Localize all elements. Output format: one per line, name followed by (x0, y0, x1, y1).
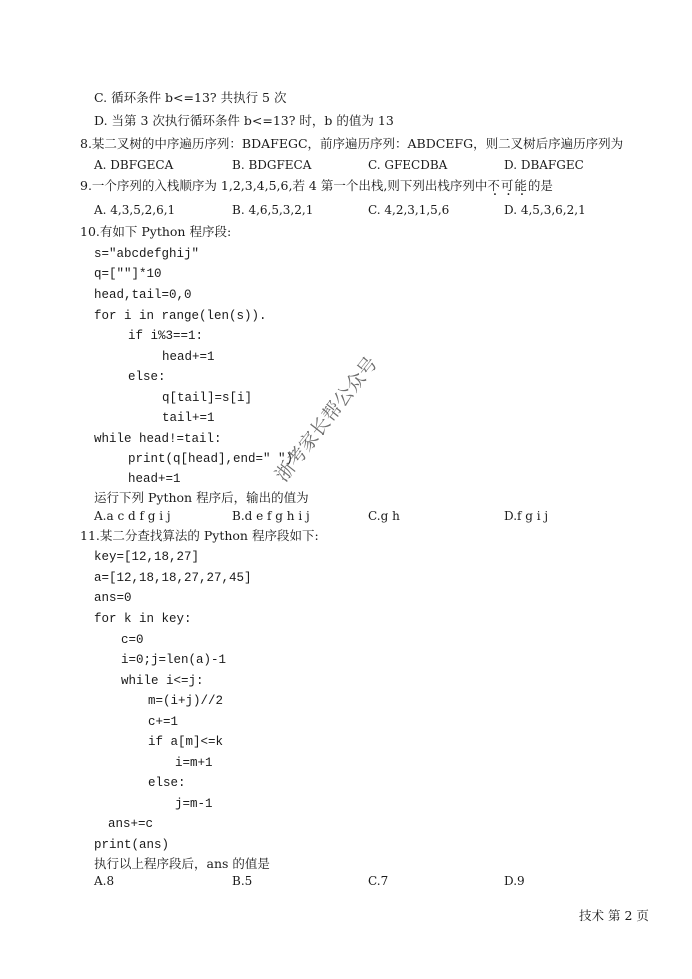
code-line: head+=1 (162, 350, 215, 364)
code-line: ans+=c (108, 817, 154, 831)
code-line: a=[12,18,18,27,27,45] (94, 571, 252, 585)
emphasis-text: 不可能 (487, 178, 528, 193)
answer-option: A. 4,3,5,2,6,1 (94, 203, 176, 217)
answer-option: D. 4,5,3,6,2,1 (504, 203, 586, 217)
page-footer: 技术 第 2 页 (579, 908, 649, 923)
code-line: q=[""]*10 (94, 267, 162, 281)
text-line: 执行以上程序段后，ans 的值是 (94, 856, 270, 871)
answer-option: C. 4,2,3,1,5,6 (368, 203, 450, 217)
answer-option: B. BDGFECA (232, 158, 312, 172)
watermark: 浙考家长帮公众号 (271, 352, 383, 487)
code-line: q[tail]=s[i] (162, 391, 253, 405)
code-line: if i%3==1: (128, 329, 204, 343)
answer-option: A.8 (94, 874, 115, 888)
text-line: 10.有如下 Python 程序段: (80, 224, 232, 239)
code-line: j=m-1 (175, 797, 213, 811)
answer-option: D.9 (504, 874, 525, 888)
answer-option: C. GFECDBA (368, 158, 448, 172)
answer-option: C.g h (368, 509, 400, 523)
code-line: head,tail=0,0 (94, 288, 192, 302)
code-line: m=(i+j)//2 (148, 694, 224, 708)
code-line: head+=1 (128, 472, 181, 486)
code-line: print(q[head],end=" ") (128, 452, 294, 466)
text-line: 运行下列 Python 程序后，输出的值为 (94, 490, 309, 505)
code-line: for k in key: (94, 612, 192, 626)
code-line: if a[m]<=k (148, 735, 224, 749)
answer-option: B.d e f g h i j (232, 509, 310, 523)
code-line: ans=0 (94, 591, 132, 605)
answer-option: C.7 (368, 874, 389, 888)
code-line: while i<=j: (121, 674, 204, 688)
code-line: s="abcdefghij" (94, 247, 200, 261)
code-line: i=0;j=len(a)-1 (121, 653, 227, 667)
code-line: while head!=tail: (94, 432, 222, 446)
code-line: i=m+1 (175, 756, 213, 770)
text-line: D. 当第 3 次执行循环条件 b<=13? 时，b 的值为 13 (94, 113, 394, 128)
answer-option: B.5 (232, 874, 253, 888)
answer-option: A. DBFGECA (94, 158, 174, 172)
text-line: 8.某二叉树的中序遍历序列：BDAFEGC，前序遍历序列：ABDCEFG，则二叉树后序遍历序列为 (80, 136, 624, 151)
text-line: C. 循环条件 b<=13? 共执行 5 次 (94, 90, 287, 105)
answer-option: D. DBAFGEC (504, 158, 584, 172)
code-line: key=[12,18,27] (94, 550, 200, 564)
code-line: tail+=1 (162, 411, 215, 425)
text-line: 9.一个序列的入栈顺序为 1,2,3,4,5,6,若 4 第一个出栈,则下列出栈序列中不可能的是 (80, 178, 553, 193)
answer-option: B. 4,6,5,3,2,1 (232, 203, 314, 217)
code-line: for i in range(len(s)). (94, 309, 267, 323)
answer-option: A.a c d f g i j (94, 509, 171, 523)
text-line: 11.某二分查找算法的 Python 程序段如下: (80, 528, 319, 543)
code-line: else: (148, 776, 186, 790)
code-line: c=0 (121, 633, 144, 647)
code-line: print(ans) (94, 838, 170, 852)
code-line: c+=1 (148, 715, 179, 729)
answer-option: D.f g i j (504, 509, 549, 523)
code-line: else: (128, 370, 166, 384)
